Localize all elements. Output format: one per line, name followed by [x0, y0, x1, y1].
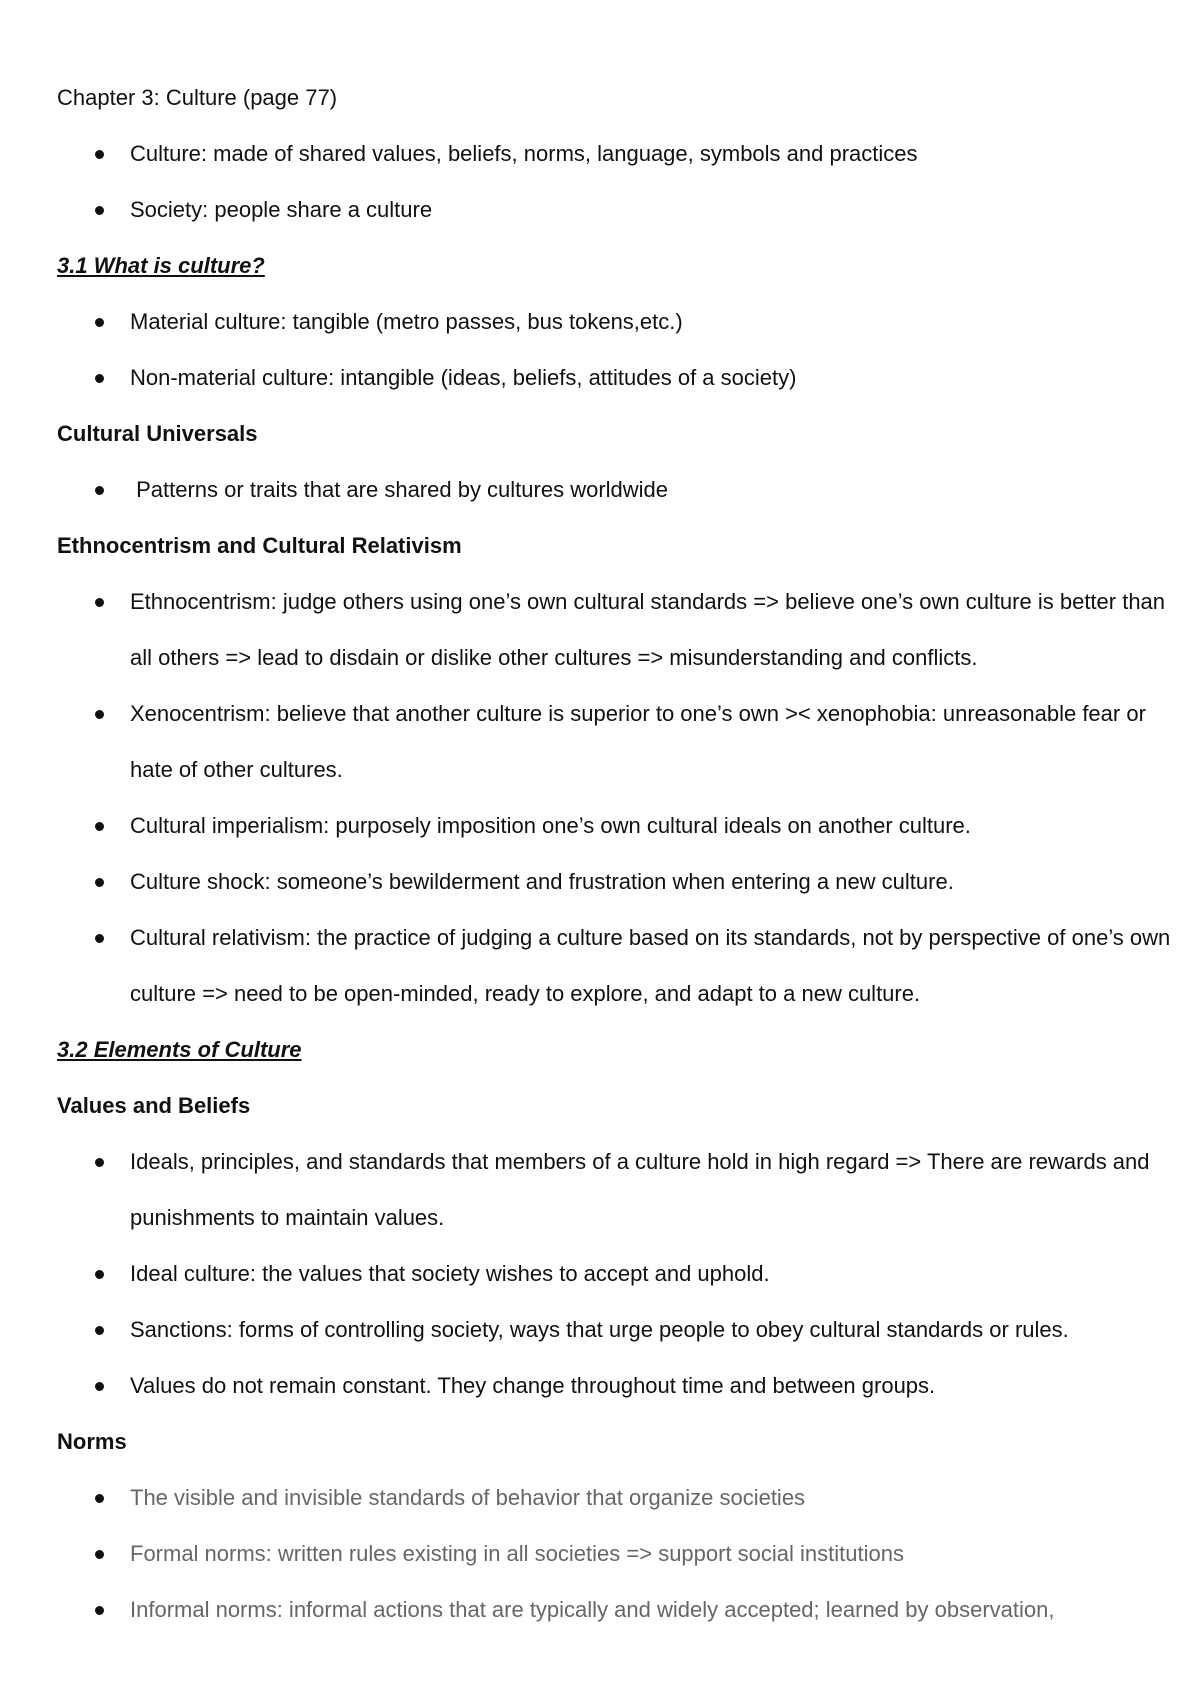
cultural-universals-heading: Cultural Universals — [57, 421, 258, 446]
norms-list — [57, 1470, 1192, 1638]
bullet-icon — [95, 1326, 104, 1335]
bullet-icon — [95, 374, 104, 383]
bullet-icon — [95, 206, 104, 215]
list-item: Material culture: tangible (metro passes, bus tokens,etc.) — [57, 294, 1192, 350]
ethnocentrism-heading: Ethnocentrism and Cultural Relativism — [57, 533, 462, 558]
values-list — [57, 1134, 1192, 1414]
bullet-icon — [95, 1270, 104, 1279]
bullet-icon — [95, 150, 104, 159]
list-item: Values do not remain constant. They change throughout time and between groups. — [57, 1358, 1192, 1414]
cultural-universals-list — [57, 462, 1192, 518]
bullet-icon — [95, 878, 104, 887]
values-heading: Values and Beliefs — [57, 1093, 251, 1118]
list-item: The visible and invisible standards of behavior that organize societies — [57, 1470, 1192, 1526]
list-item: Ideals, principles, and standards that members of a culture hold in high regard => There are rewards and punishments to maintain values. — [57, 1134, 1192, 1246]
bullet-icon — [95, 822, 104, 831]
bullet-icon — [95, 934, 104, 943]
bullet-icon — [95, 486, 104, 495]
bullet-icon — [95, 710, 104, 719]
section-1-list — [57, 294, 1192, 406]
list-item: Cultural imperialism: purposely imposition one’s own cultural ideals on another culture. — [57, 798, 1192, 854]
bullet-icon — [95, 1606, 104, 1615]
bullet-icon — [95, 598, 104, 607]
list-item: Ethnocentrism: judge others using one’s own cultural standards => believe one’s own culture is better than all others => lead to disdain or dislike other cultures => misunderstanding and conflicts. — [57, 574, 1192, 686]
list-item: Culture: made of shared values, beliefs, norms, language, symbols and practices — [57, 126, 1192, 182]
section-title-3-2: 3.2 Elements of Culture — [57, 1037, 302, 1062]
ethnocentrism-list — [57, 574, 1192, 1022]
list-item: Society: people share a culture — [57, 182, 1192, 238]
list-item: Informal norms: informal actions that are typically and widely accepted; learned by observation, — [57, 1582, 1192, 1638]
norms-heading: Norms — [57, 1429, 127, 1454]
bullet-icon — [95, 1382, 104, 1391]
bullet-icon — [95, 318, 104, 327]
list-item: Culture shock: someone’s bewilderment and frustration when entering a new culture. — [57, 854, 1192, 910]
list-item: Cultural relativism: the practice of judging a culture based on its standards, not by perspective of one’s own culture => need to be open-minded, ready to explore, and adapt to a new culture. — [57, 910, 1192, 1022]
intro-list — [57, 126, 1192, 238]
bullet-icon — [95, 1494, 104, 1503]
list-item: Sanctions: forms of controlling society, ways that urge people to obey cultural standards or rules. — [57, 1302, 1192, 1358]
list-item: Non-material culture: intangible (ideas, beliefs, attitudes of a society) — [57, 350, 1192, 406]
bullet-icon — [95, 1550, 104, 1559]
list-item: Xenocentrism: believe that another culture is superior to one’s own >< xenophobia: unreasonable fear or hate of other cultures. — [57, 686, 1192, 798]
document-page — [57, 70, 1192, 1638]
bullet-icon — [95, 1158, 104, 1167]
list-item: Patterns or traits that are shared by cultures worldwide — [57, 462, 1192, 518]
chapter-title: Chapter 3: Culture (page 77) — [57, 85, 338, 110]
list-item: Formal norms: written rules existing in all societies => support social institutions — [57, 1526, 1192, 1582]
section-title-3-1: 3.1 What is culture? — [57, 253, 265, 278]
list-item: Ideal culture: the values that society wishes to accept and uphold. — [57, 1246, 1192, 1302]
